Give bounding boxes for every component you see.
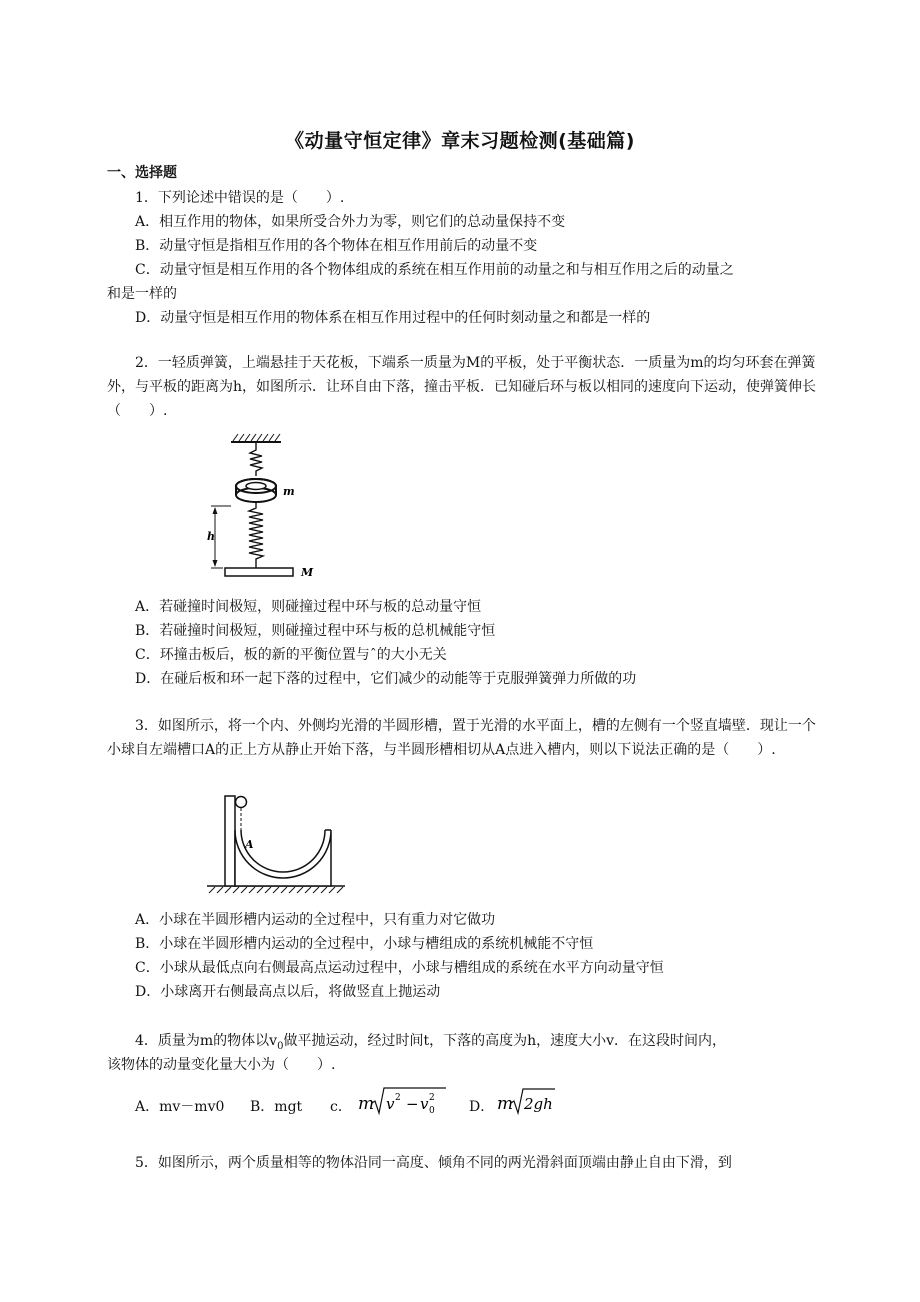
q4-stem-pre: 4．质量为m的物体以v (135, 1033, 278, 1049)
c-exp: 2 (395, 1093, 401, 1103)
q4-option-d-formula (495, 1085, 557, 1117)
q2-option-a: A．若碰撞时间极短，则碰撞过程中环与板的总动量守恒 (135, 599, 482, 615)
label-M: M (301, 566, 314, 579)
q1-stem: 1．下列论述中错误的是（ ）. (135, 190, 345, 206)
q4-stem-post: 做平抛运动，经过时间t，下落的高度为h，速度大小v．在这段时间内， (283, 1033, 727, 1049)
q3-option-a: A．小球在半圆形槽内运动的全过程中，只有重力对它做功 (135, 912, 496, 928)
c-v0-sub: 0 (429, 1106, 435, 1116)
q3-option-d: D．小球离开右侧最高点以后，将做竖直上抛运动 (135, 984, 441, 1000)
c-m: m (358, 1094, 375, 1114)
q1-option-b: B．动量守恒是指相互作用的各个物体在相互作用前后的动量不变 (135, 238, 538, 254)
q2-option-c: C．环撞击板后，板的新的平衡位置与ˆ的大小无关 (135, 647, 447, 663)
q4-option-c-label: c． (330, 1099, 352, 1115)
q1-option-d: D．动量守恒是相互作用的物体系在相互作用过程中的任何时刻动量之和都是一样的 (135, 310, 651, 326)
q3-stem: 3．如图所示，将一个内、外侧均光滑的半圆形槽，置于光滑的水平面上，槽的左侧有一个竖直墙壁．现让一个小球自左端槽口A的正上方从静止开始下落，与半圆形槽相切从A点进入槽内，则以下说法正确的是（ ）. (107, 718, 816, 758)
q4-option-b: B．mgt (250, 1099, 303, 1115)
q1-option-a: A．相互作用的物体，如果所受合外力为零，则它们的总动量保持不变 (135, 214, 566, 230)
d-m: m (497, 1094, 514, 1114)
q4-stem-sub: 0 (277, 1040, 284, 1052)
q3-option-c: C．小球从最低点向右侧最高点运动过程中，小球与槽组成的系统在水平方向动量守恒 (135, 960, 664, 976)
q4-stem-line1 (135, 1032, 726, 1056)
q3-option-b: B．小球在半圆形槽内运动的全过程中，小球与槽组成的系统机械能不守恒 (135, 936, 594, 952)
q4-stem-line2: 该物体的动量变化量大小为（ ）. (107, 1057, 336, 1073)
c-v0: v (420, 1095, 429, 1113)
q4-option-a: A．mv－mv0 (135, 1099, 225, 1115)
q2-option-b: B．若碰撞时间极短，则碰撞过程中环与板的总机械能守恒 (135, 623, 496, 639)
q2-option-d: D．在碰后板和环一起下落的过程中，它们减少的动能等于克服弹簧弹力所做的功 (135, 671, 637, 687)
page-title: 《动量守恒定律》章末习题检测(基础篇) (285, 130, 635, 152)
label-h: h (207, 530, 215, 543)
q1-option-c-line1: C．动量守恒是相互作用的各个物体组成的系统在相互作用前的动量之和与相互作用之后的动量之 (135, 262, 734, 278)
c-minus: − (406, 1095, 419, 1113)
spring-ring-figure (205, 430, 325, 582)
q4-option-d-label: D． (469, 1099, 495, 1115)
q2-stem: 2．一轻质弹簧，上端悬挂于天花板，下端系一质量为M的平板，处于平衡状态．一质量为m的均匀环套在弹簧外，与平板的距离为h，如图所示．让环自由下落，撞击平板．已知碰后环与板以相同的速度向下运动，使弹簧伸长（ ）. (107, 355, 817, 419)
section-heading: 一、选择题 (107, 165, 177, 181)
c-v0-sup: 2 (429, 1093, 435, 1103)
q1-option-c-line2: 和是一样的 (107, 286, 177, 302)
q4-option-c-formula (356, 1085, 448, 1117)
semicircle-groove-figure (205, 790, 350, 896)
label-m: m (283, 485, 295, 498)
q5-stem: 5．如图所示，两个质量相等的物体沿同一高度、倾角不同的两光滑斜面顶端由静止自由下滑，到 (135, 1155, 732, 1171)
c-v: v (386, 1095, 395, 1113)
label-A: A (245, 838, 254, 851)
d-expr: 2gh (524, 1095, 553, 1113)
